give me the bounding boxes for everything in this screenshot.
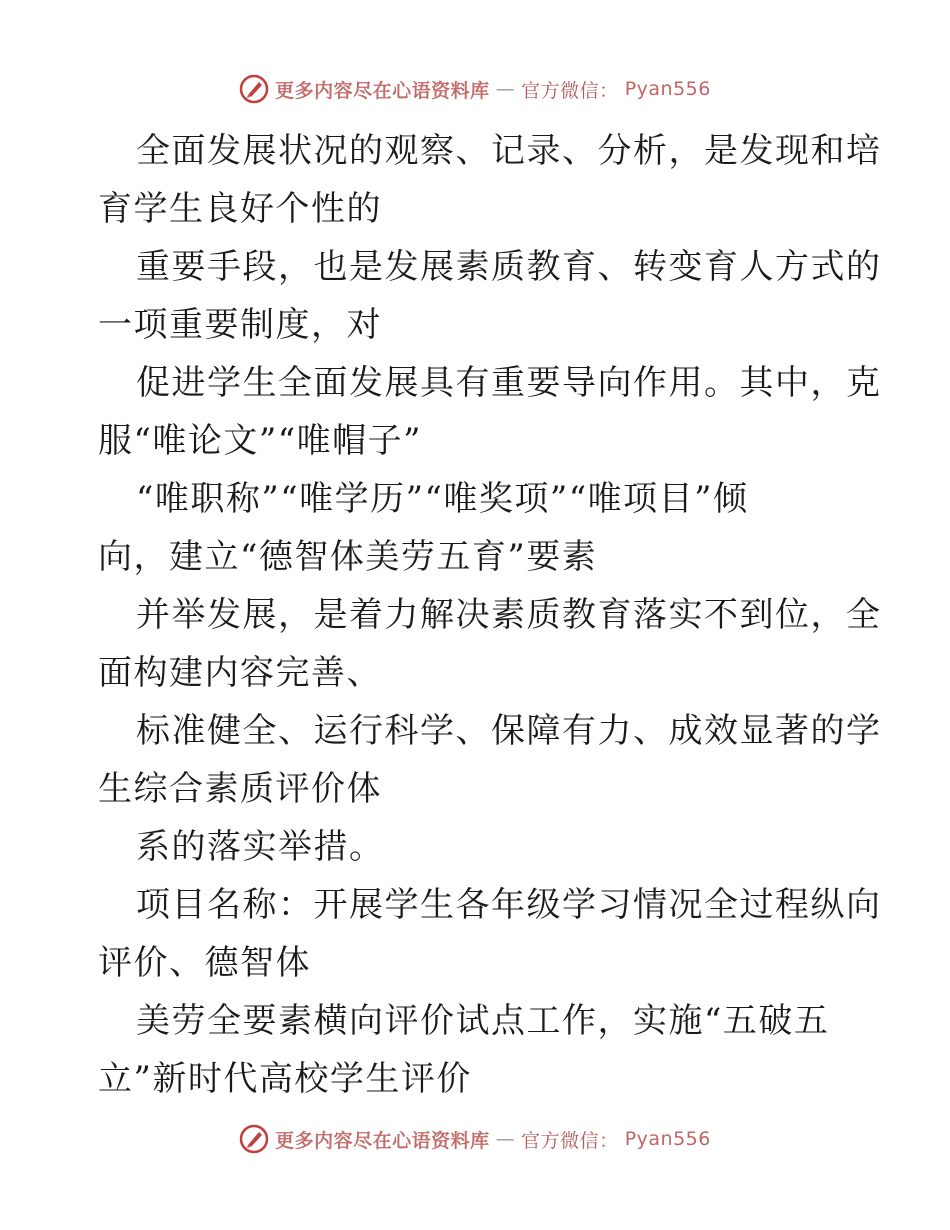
text-line: 并举发展，是着力解决素质教育落实不到位，全 xyxy=(136,595,882,635)
text-line: 项目名称：开展学生各年级学习情况全过程纵向 xyxy=(136,885,882,925)
header-watermark xyxy=(0,74,950,104)
text-line: 评价、德智体 xyxy=(98,943,311,983)
text-line: 美劳全要素横向评价试点工作，实施“五破五 xyxy=(136,1001,830,1041)
watermark-wechat-id: Pyan556 xyxy=(624,78,711,100)
watermark-separator: — xyxy=(495,1128,516,1150)
text-line: 系的落实举措。 xyxy=(136,827,385,867)
text-line: 向，建立“德智体美劳五育”要素 xyxy=(98,537,598,577)
watermark-separator: — xyxy=(495,78,516,100)
pen-logo-icon xyxy=(239,1124,269,1154)
text-line: 服“唯论文”“唯帽子” xyxy=(98,421,423,461)
text-line: 全面发展状况的观察、记录、分析，是发现和培 xyxy=(136,131,882,171)
text-line: 面构建内容完善、 xyxy=(98,653,382,693)
text-line: 育学生良好个性的 xyxy=(98,189,382,229)
text-line: “唯职称”“唯学历”“唯奖项”“唯项目”倾 xyxy=(136,479,749,519)
watermark-main-text: 更多内容尽在心语资料库 xyxy=(275,79,490,102)
text-line: 重要手段，也是发展素质教育、转变育人方式的 xyxy=(136,247,882,287)
pen-logo-icon xyxy=(239,74,269,104)
watermark-wechat-label: 官方微信： xyxy=(521,1129,619,1152)
footer-watermark xyxy=(0,1124,950,1154)
text-line: 标准健全、运行科学、保障有力、成效显著的学 xyxy=(136,711,882,751)
text-line: 一项重要制度，对 xyxy=(98,305,382,345)
watermark-main-text: 更多内容尽在心语资料库 xyxy=(275,1129,490,1152)
watermark-wechat-id: Pyan556 xyxy=(624,1128,711,1150)
text-line: 立”新时代高校学生评价 xyxy=(98,1059,472,1099)
text-line: 生综合素质评价体 xyxy=(98,769,382,809)
text-line: 促进学生全面发展具有重要导向作用。其中，克 xyxy=(136,363,882,403)
document-body xyxy=(98,122,882,1108)
watermark-wechat-label: 官方微信： xyxy=(521,79,619,102)
